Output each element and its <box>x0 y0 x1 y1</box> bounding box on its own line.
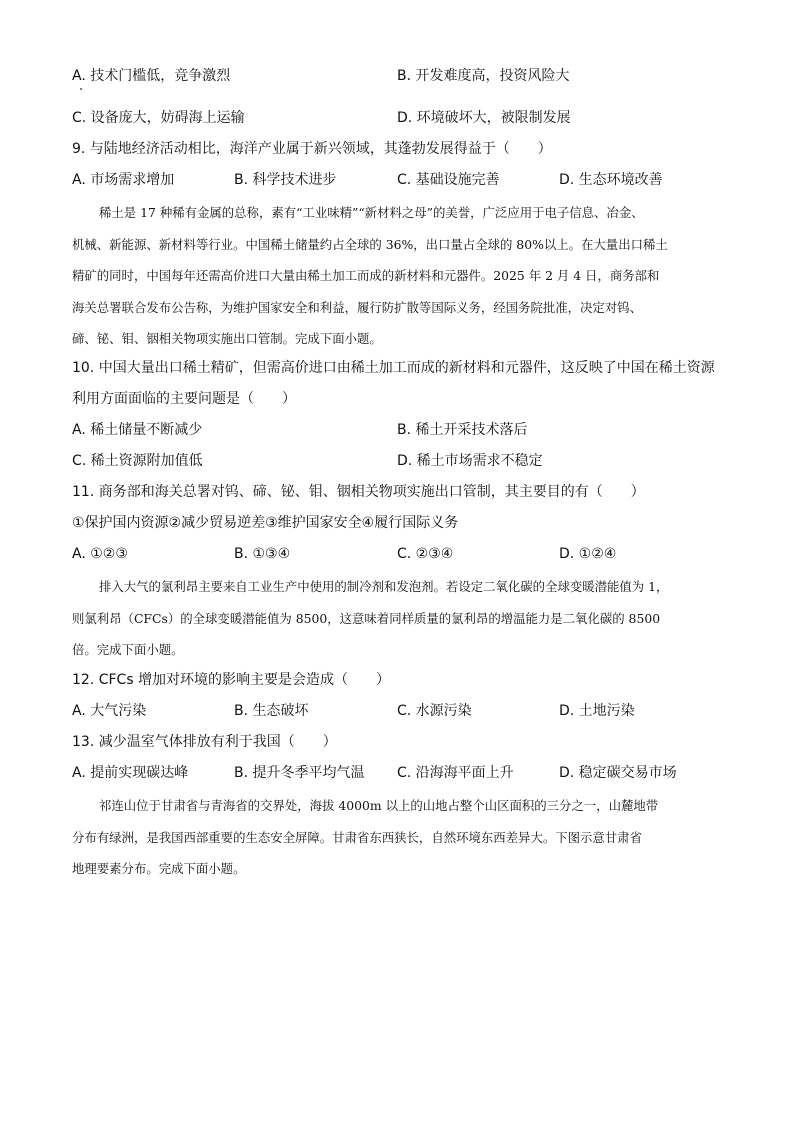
q12-option-b: B. 生态破坏 <box>234 703 309 719</box>
q8-option-b: B. 开发难度高，投资风险大 <box>397 68 570 84</box>
q12-option-c: C. 水源污染 <box>397 703 472 719</box>
passage2-line3: 倍。完成下面小题。 <box>72 642 184 657</box>
passage-qilian <box>72 790 724 885</box>
q8-option-a: A. 技术门槛低，竞争激烈 <box>72 68 231 84</box>
q11-option-c: C. ②③④ <box>397 546 454 562</box>
q11-stem: 11. 商务部和海关总署对钨、碲、铋、钼、铟相关物项实施出口管制，其主要目的有（ ） <box>72 484 645 500</box>
q13-option-d: D. 稳定碳交易市场 <box>559 765 677 781</box>
passage2-line1: 排入大气的氯利昂主要来自工业生产中使用的制冷剂和发泡剂。若设定二氧化碳的全球变暖潜能值为 1， <box>99 579 669 594</box>
passage3-line3: 地理要素分布。完成下面小题。 <box>72 861 246 876</box>
passage1-line1: 稀土是 17 种稀有金属的总称，素有“工业味精”“新材料之母”的美誉，广泛应用于电子信息、冶金、 <box>99 205 644 220</box>
q9-option-a: A. 市场需求增加 <box>72 172 175 188</box>
passage3-line2: 分布有绿洲，是我国西部重要的生态安全屏障。甘肃省东西狭长，自然环境东西差异大。下图示意甘肃省 <box>72 829 642 845</box>
q12-stem: 12. CFCs 增加对环境的影响主要是会造成（ ） <box>72 672 391 688</box>
q13-option-a: A. 提前实现碳达峰 <box>72 765 189 781</box>
q10-option-a: A. 稀土储量不断减少 <box>72 422 203 438</box>
q9-stem: 9. 与陆地经济活动相比，海洋产业属于新兴领域，其蓬勃发展得益于（ ） <box>72 141 552 157</box>
q9-option-c: C. 基础设施完善 <box>397 172 500 188</box>
q8-option-d: D. 环境破坏大，被限制发展 <box>397 110 571 126</box>
passage3-line1: 祁连山位于甘肃省与青海省的交界处，海拔 4000m 以上的山地占整个山区面积的三分之一，山麓地带 <box>99 798 659 813</box>
q10-stem-line2: 利用方面面临的主要问题是（ ） <box>72 391 296 407</box>
q9-option-d: D. 生态环境改善 <box>559 172 663 188</box>
q10-option-c: C. 稀土资源附加值低 <box>72 453 203 469</box>
q10-option-b: B. 稀土开采技术落后 <box>397 422 528 438</box>
passage1-line2: 机械、新能源、新材料等行业。中国稀土储量约占全球的 36%，出口量占全球的 80%以上。在大量出口稀土 <box>72 236 668 252</box>
stray-dot <box>80 88 82 90</box>
q11-option-a: A. ①②③ <box>72 546 128 562</box>
q9-option-b: B. 科学技术进步 <box>234 172 337 188</box>
passage1-line4: 海关总署联合发布公告称，为维护国家安全和利益，履行防扩散等国际义务，经国务院批准，决定对钨、 <box>72 299 642 315</box>
passage-cfcs <box>72 571 724 666</box>
passage2-line2: 则氯利昂（CFCs）的全球变暖潜能值为 8500，这意味着同样质量的氯利昂的增温能力是二氧化碳的 8500 <box>72 610 661 626</box>
q13-option-c: C. 沿海海平面上升 <box>397 765 514 781</box>
q11-option-d: D. ①②④ <box>559 546 617 562</box>
q11-option-b: B. ①③④ <box>234 546 291 562</box>
q10-stem-line1: 10. 中国大量出口稀土精矿，但需高价进口由稀土加工而成的新材料和元器件，这反映了中国在稀土资源 <box>72 360 715 376</box>
q11-items: ①保护国内资源②减少贸易逆差③维护国家安全④履行国际义务 <box>72 515 459 531</box>
q8-option-c: C. 设备庞大，妨碍海上运输 <box>72 110 245 126</box>
q12-option-d: D. 土地污染 <box>559 703 635 719</box>
q13-option-b: B. 提升冬季平均气温 <box>234 765 365 781</box>
passage-rare-earth <box>72 197 724 355</box>
q10-option-d: D. 稀土市场需求不稳定 <box>397 453 543 469</box>
q12-option-a: A. 大气污染 <box>72 703 147 719</box>
passage1-line5: 碲、铋、钼、铟相关物项实施出口管制。完成下面小题。 <box>72 331 382 346</box>
passage1-line3: 精矿的同时，中国每年还需高价进口大量由稀土加工而成的新材料和元器件。2025 年 2 月 4 日，商务部和 <box>72 268 660 283</box>
q13-stem: 13. 减少温室气体排放有利于我国（ ） <box>72 734 337 750</box>
